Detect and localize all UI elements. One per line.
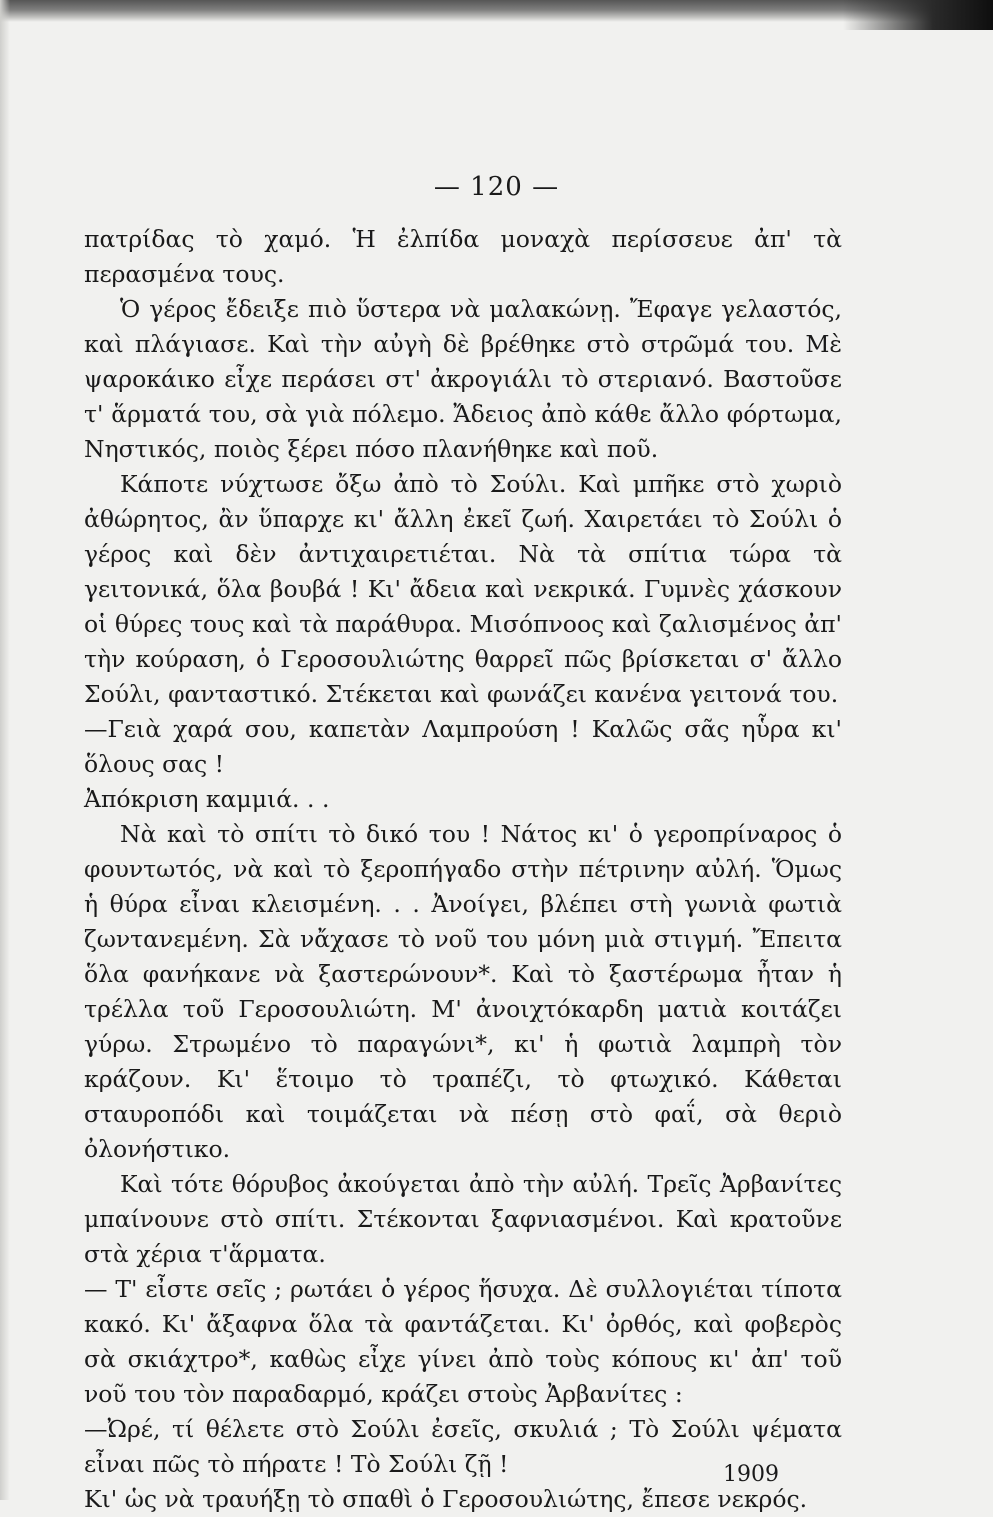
paragraph: Κάποτε νύχτωσε ὄξω ἀπὸ τὸ Σούλι. Καὶ μπῆκε στὸ χωριὸ ἀθώρητος, ἂν ὕπαρχε κι' ἄλλη ἐκεῖ ζωή. Χαιρετάει τὸ Σούλι ὁ γέρος καὶ δὲν ἀντιχαιρετιέται. Νὰ τὰ σπίτια τώρα τὰ γειτονικά, ὅλα βουβά ! Κι' ἄδεια καὶ νεκρικά. Γυμνὲς χάσκουν οἱ θύρες τους καὶ τὰ παράθυρα. Μισόπνοος καὶ ζαλισμένος ἀπ' τὴν κούραση, ὁ Γεροσουλιώτης θαρρεῖ πῶς βρίσκεται σ' ἄλλο Σούλι, φανταστικό. Στέκεται καὶ φωνάζει κανένα γειτονά του. [84, 470, 843, 708]
dialogue-line: —Ὠρέ, τί θέλετε στὸ Σούλι ἐσεῖς, σκυλιά ; Τὸ Σούλι ψέματα εἶναι πῶς τὸ πήρατε ! Τὸ Σούλι ζῇ ! [84, 1415, 842, 1478]
scan-left-edge [0, 0, 10, 1500]
closing-line: Κι' ὡς νὰ τραυήξῃ τὸ σπαθὶ ὁ Γεροσουλιώτης, ἔπεσε νεκρός. [84, 1485, 808, 1513]
dialogue-line: Ἀπόκριση καμμιά. . . [84, 785, 330, 813]
scan-corner-shadow [843, 0, 993, 30]
page-number: — 120 — [433, 172, 560, 202]
dialogue-line: —Γειὰ χαρά σου, καπετὰν Λαμπρούση ! Καλῶς σᾶς ηὗρα κι' ὅλους σας ! [84, 715, 842, 778]
paragraph: Ὁ γέρος ἔδειξε πιὸ ὕστερα νὰ μαλακώνῃ. Ἔφαγε γελαστός, καὶ πλάγιασε. Καὶ τὴν αὐγὴ δὲ βρέθηκε στὸ στρῶμά του. Μὲ ψαροκάικο εἶχε περάσει στ' ἀκρογιάλι τὸ στεριανό. Βαστοῦσε τ' ἅρματά του, σὰ γιὰ πόλεμο. Ἄδειος ἀπὸ κάθε ἄλλο φόρτωμα, Νηστικός, ποιὸς ξέρει πόσο πλανήθηκε καὶ ποῦ. [84, 295, 842, 463]
page-body [84, 222, 842, 1517]
paragraph: Νὰ καὶ τὸ σπίτι τὸ δικό του ! Νάτος κι' ὁ γεροπρίναρος ὁ φουντωτός, νὰ καὶ τὸ ξεροπήγαδο στὴν πέτρινην αὐλή. Ὅμως ἡ θύρα εἶναι κλεισμένη. . . Ἀνοίγει, βλέπει στὴ γωνιὰ φωτιὰ ζωντανεμένη. Σὰ νἄχασε τὸ νοῦ του μόνη μιὰ στιγμή. Ἔπειτα ὅλα φανήκανε νὰ ξαστερώνουν*. Καὶ τὸ ξαστέρωμα ἦταν ἡ τρέλλα τοῦ Γεροσουλιώτη. Μ' ἀνοιχτόκαρδη ματιὰ κοιτάζει γύρω. Στρωμένο τὸ παραγώνι*, κι' ἡ φωτιὰ λαμπρὴ τὸν κράζουν. Κι' ἕτοιμο τὸ τραπέζι, τὸ φτωχικό. Κάθεται σταυροπόδι καὶ τοιμάζεται νὰ πέσῃ στὸ φαΐ, σὰ θεριὸ ὀλονήστικο. [84, 820, 842, 1163]
paragraph: πατρίδας τὸ χαμό. Ἡ ἐλπίδα μοναχὰ περίσσευε ἀπ' τὰ περασμένα τους. [84, 225, 842, 288]
dialogue-line: — Τ' εἶστε σεῖς ; ρωτάει ὁ γέρος ἥσυχα. Δὲ συλλογιέται τίποτα κακό. Κι' ἄξαφνα ὅλα τὰ φαντάζεται. Κι' ὀρθός, καὶ φοβερὸς σὰ σκιάχτρο*, καθὼς εἶχε γίνει ἀπὸ τοὺς κόπους κι' ἀπ' τοῦ νοῦ του τὸν παραδαρμό, κράζει στοὺς Ἀρβανίτες : [84, 1275, 842, 1408]
year-footer: 1909 [723, 1462, 779, 1487]
paragraph: Καὶ τότε θόρυβος ἀκούγεται ἀπὸ τὴν αὐλή. Τρεῖς Ἀρβανίτες μπαίνουνε στὸ σπίτι. Στέκονται ξαφνιασμένοι. Καὶ κρατοῦνε στὰ χέρια τ'ἅρματα. [84, 1170, 842, 1268]
